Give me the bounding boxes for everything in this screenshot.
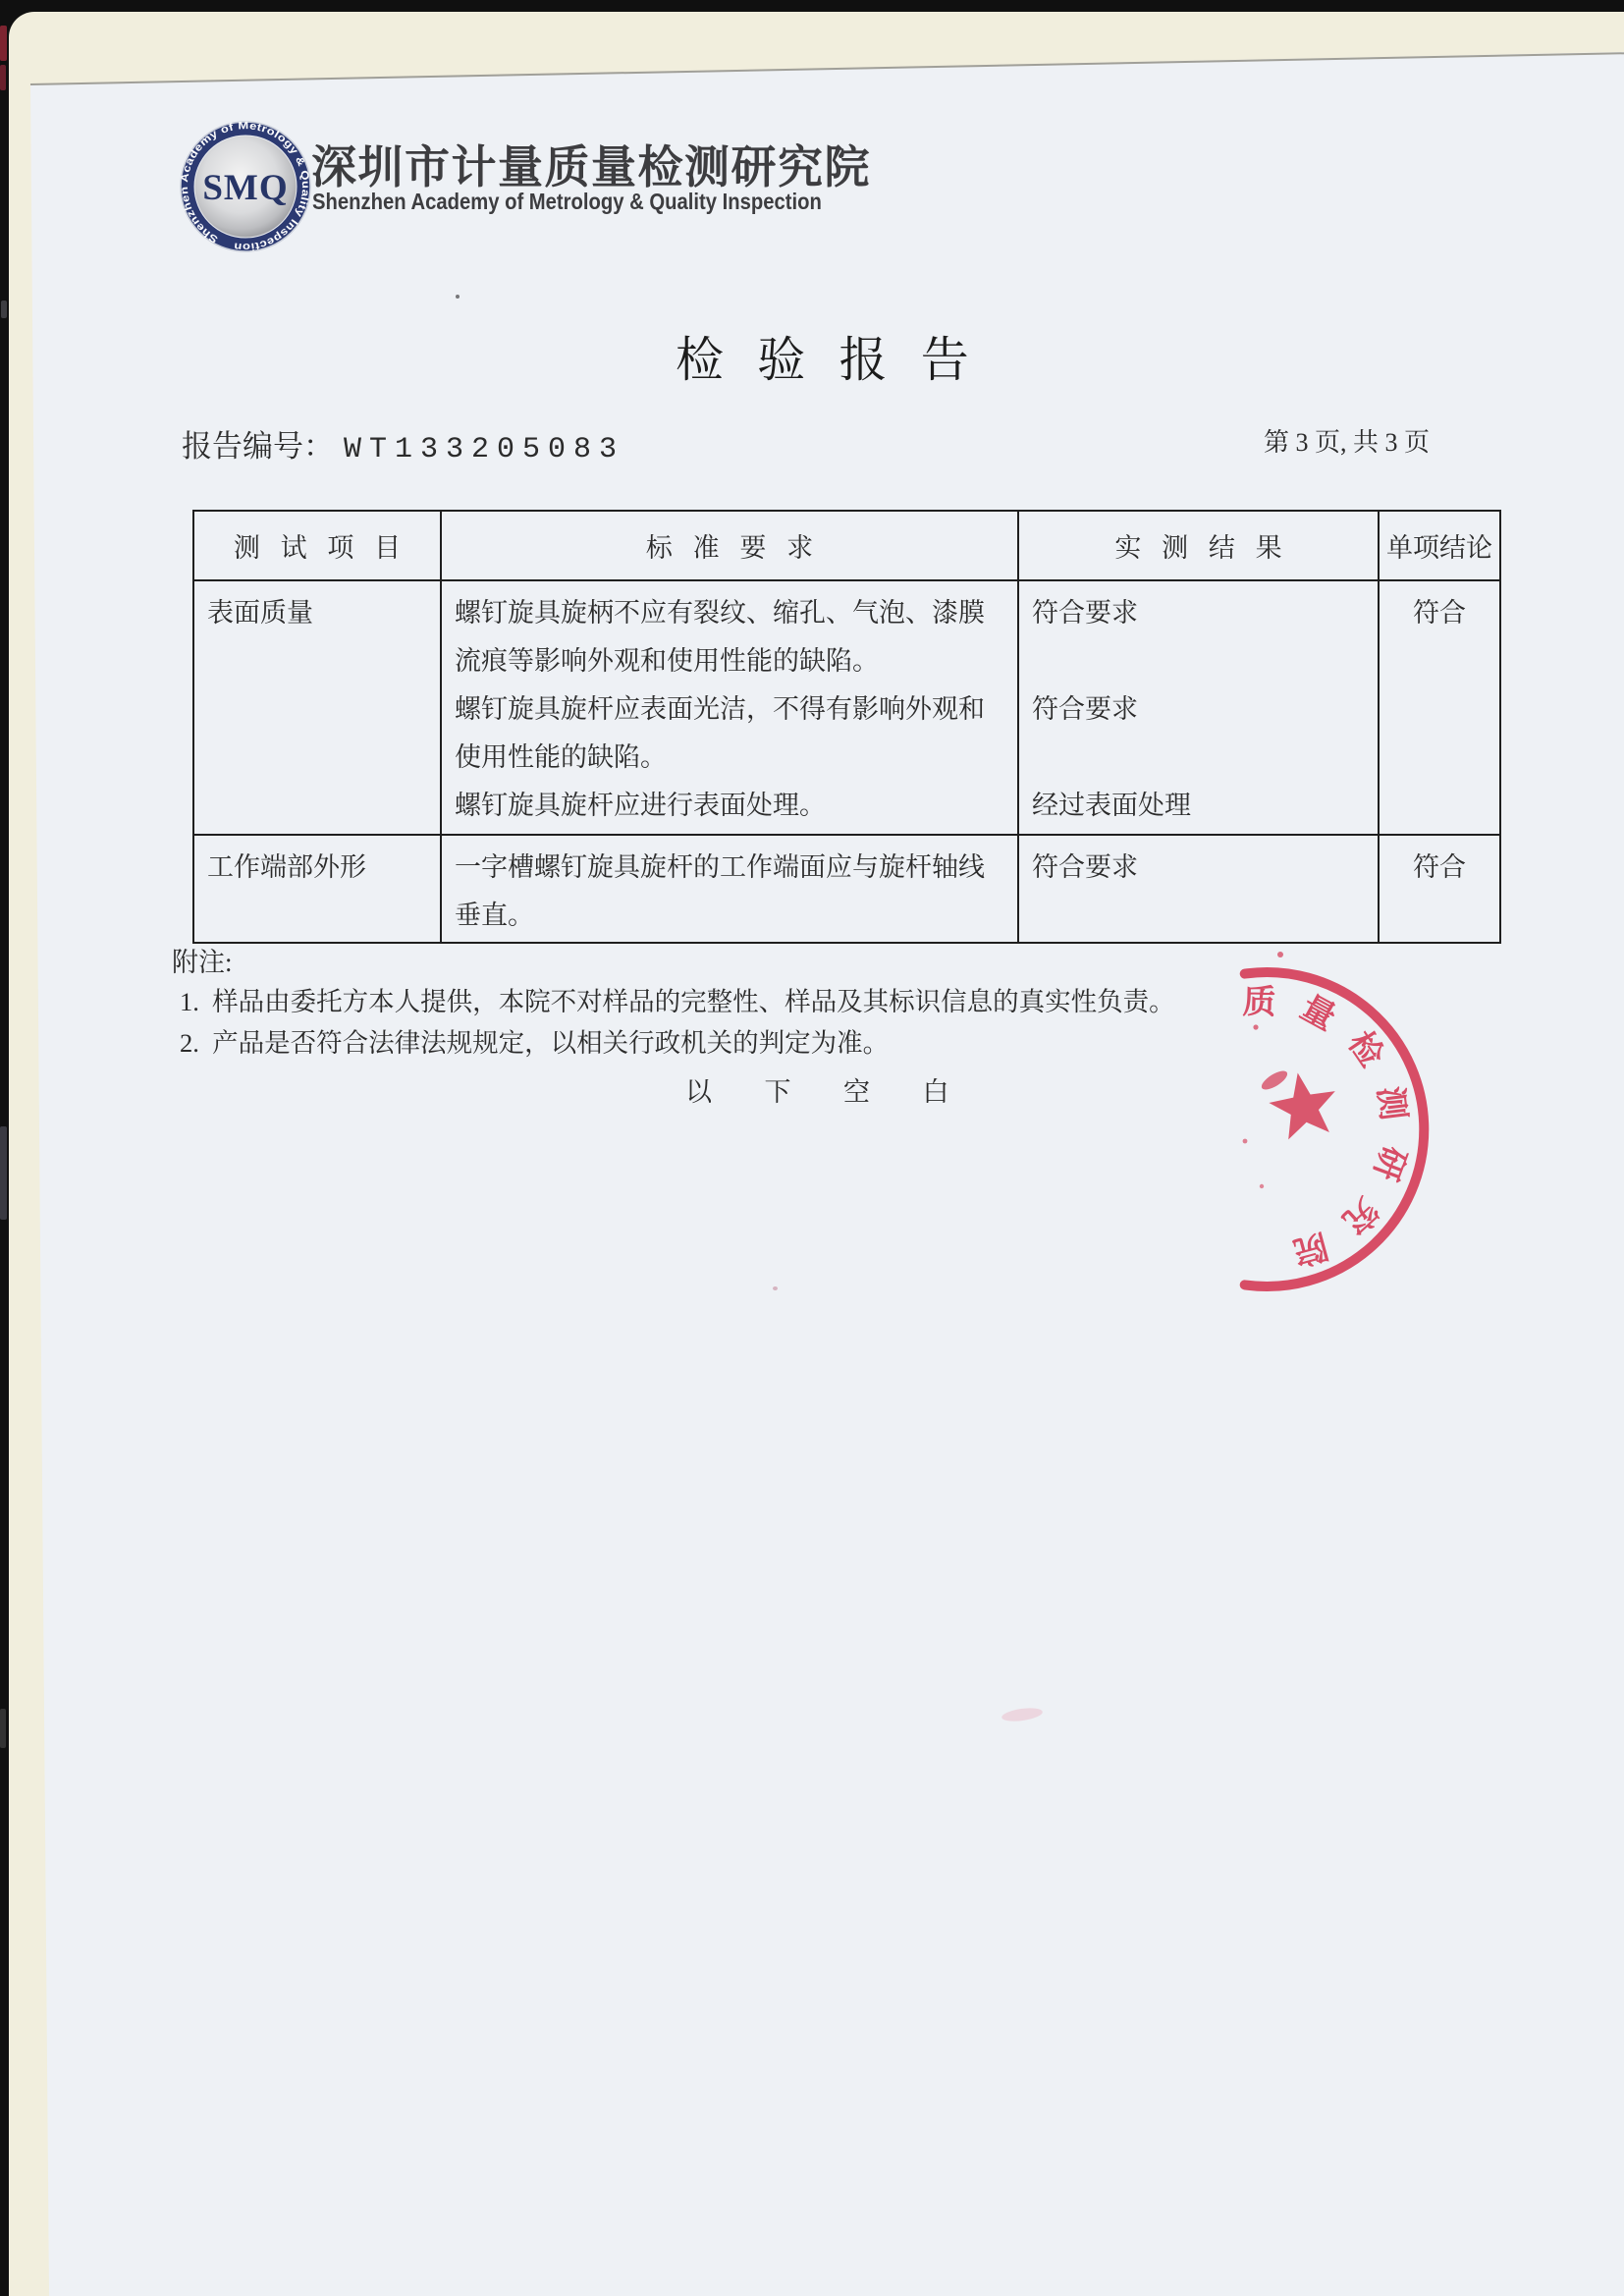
header-measured-result: 实 测 结 果 — [1017, 512, 1378, 579]
scan-artifact — [0, 1126, 7, 1220]
cell-standard-requirement — [440, 836, 1017, 942]
cell-test-item: 工作端部外形 — [207, 852, 366, 882]
result-line: 符合要求 — [1032, 852, 1138, 882]
scan-artifact — [0, 65, 6, 90]
cell-test-item: 表面质量 — [207, 598, 313, 628]
requirement-paragraph: 一字槽螺钉旋具旋杆的工作端面应与旋杆轴线垂直。 — [455, 852, 985, 930]
test-results-table — [192, 510, 1501, 944]
logo-ring-text: Shenzhen Academy of Metrology & Quality Inspection — [178, 120, 312, 253]
smq-logo — [178, 119, 313, 254]
header-standard-requirement: 标 准 要 求 — [440, 512, 1017, 579]
cell-conclusion: 符合 — [1378, 581, 1499, 834]
report-number-line — [182, 421, 624, 466]
cell-standard-requirement — [440, 581, 1017, 834]
red-seal-stamp — [1229, 933, 1559, 1298]
scan-speck — [456, 295, 460, 299]
seal-ink-speck — [1253, 1024, 1258, 1029]
cell-conclusion: 符合 — [1378, 836, 1499, 942]
requirement-paragraph: 螺钉旋具旋杆应进行表面处理。 — [455, 791, 826, 820]
note-item: 1. 样品由委托方本人提供，本院不对样品的完整性、样品及其标识信息的真实性负责。 — [180, 987, 1175, 1016]
requirement-paragraph: 螺钉旋具旋柄不应有裂纹、缩孔、气泡、漆膜流痕等影响外观和使用性能的缺陷。 — [455, 598, 985, 676]
seal-arc-text: 质量检测研究院 — [1242, 984, 1414, 1277]
org-name-zh: 深圳市计量质量检测研究院 — [311, 141, 871, 192]
header-item-conclusion: 单项结论 — [1378, 512, 1499, 579]
result-line: 符合要求 — [1032, 598, 1138, 628]
header-test-item: 测 试 项 目 — [233, 533, 402, 563]
cell-measured-result — [1017, 836, 1378, 942]
scan-artifact — [1, 301, 7, 318]
seal-ink-speck — [1243, 1139, 1248, 1144]
report-title: 检 验 报 告 — [676, 333, 969, 387]
blank-below-note: 以 下 空 白 — [685, 1077, 949, 1107]
result-line: 符合要求 — [1032, 694, 1138, 724]
cell-measured-result — [1017, 581, 1378, 834]
scan-speck — [773, 1286, 778, 1290]
seal-ink-smear — [1259, 1067, 1290, 1093]
notes-label: 附注: — [172, 948, 233, 977]
report-number-value: WT133205083 — [344, 433, 625, 466]
page-indicator: 第 3 页, 共 3 页 — [1264, 428, 1431, 457]
note-item: 2. 产品是否符合法律法规规定，以相关行政机关的判定为准。 — [180, 1028, 890, 1058]
table-row — [194, 836, 1499, 942]
requirement-paragraph: 螺钉旋具旋杆应表面光洁，不得有影响外观和使用性能的缺陷。 — [455, 694, 985, 772]
scan-artifact — [0, 26, 7, 61]
result-line: 经过表面处理 — [1032, 791, 1191, 820]
table-header-row — [194, 512, 1499, 581]
seal-ink-speck — [1260, 1184, 1264, 1188]
report-number-label: 报告编号： — [182, 429, 334, 464]
scan-artifact — [0, 1709, 6, 1748]
org-name-en: Shenzhen Academy of Metrology & Quality Inspection — [312, 189, 822, 214]
table-row — [194, 581, 1499, 836]
seal-ink-speck — [1316, 978, 1320, 982]
seal-ink-speck — [1277, 952, 1283, 957]
logo-abbr-text: SMQ — [202, 168, 289, 208]
